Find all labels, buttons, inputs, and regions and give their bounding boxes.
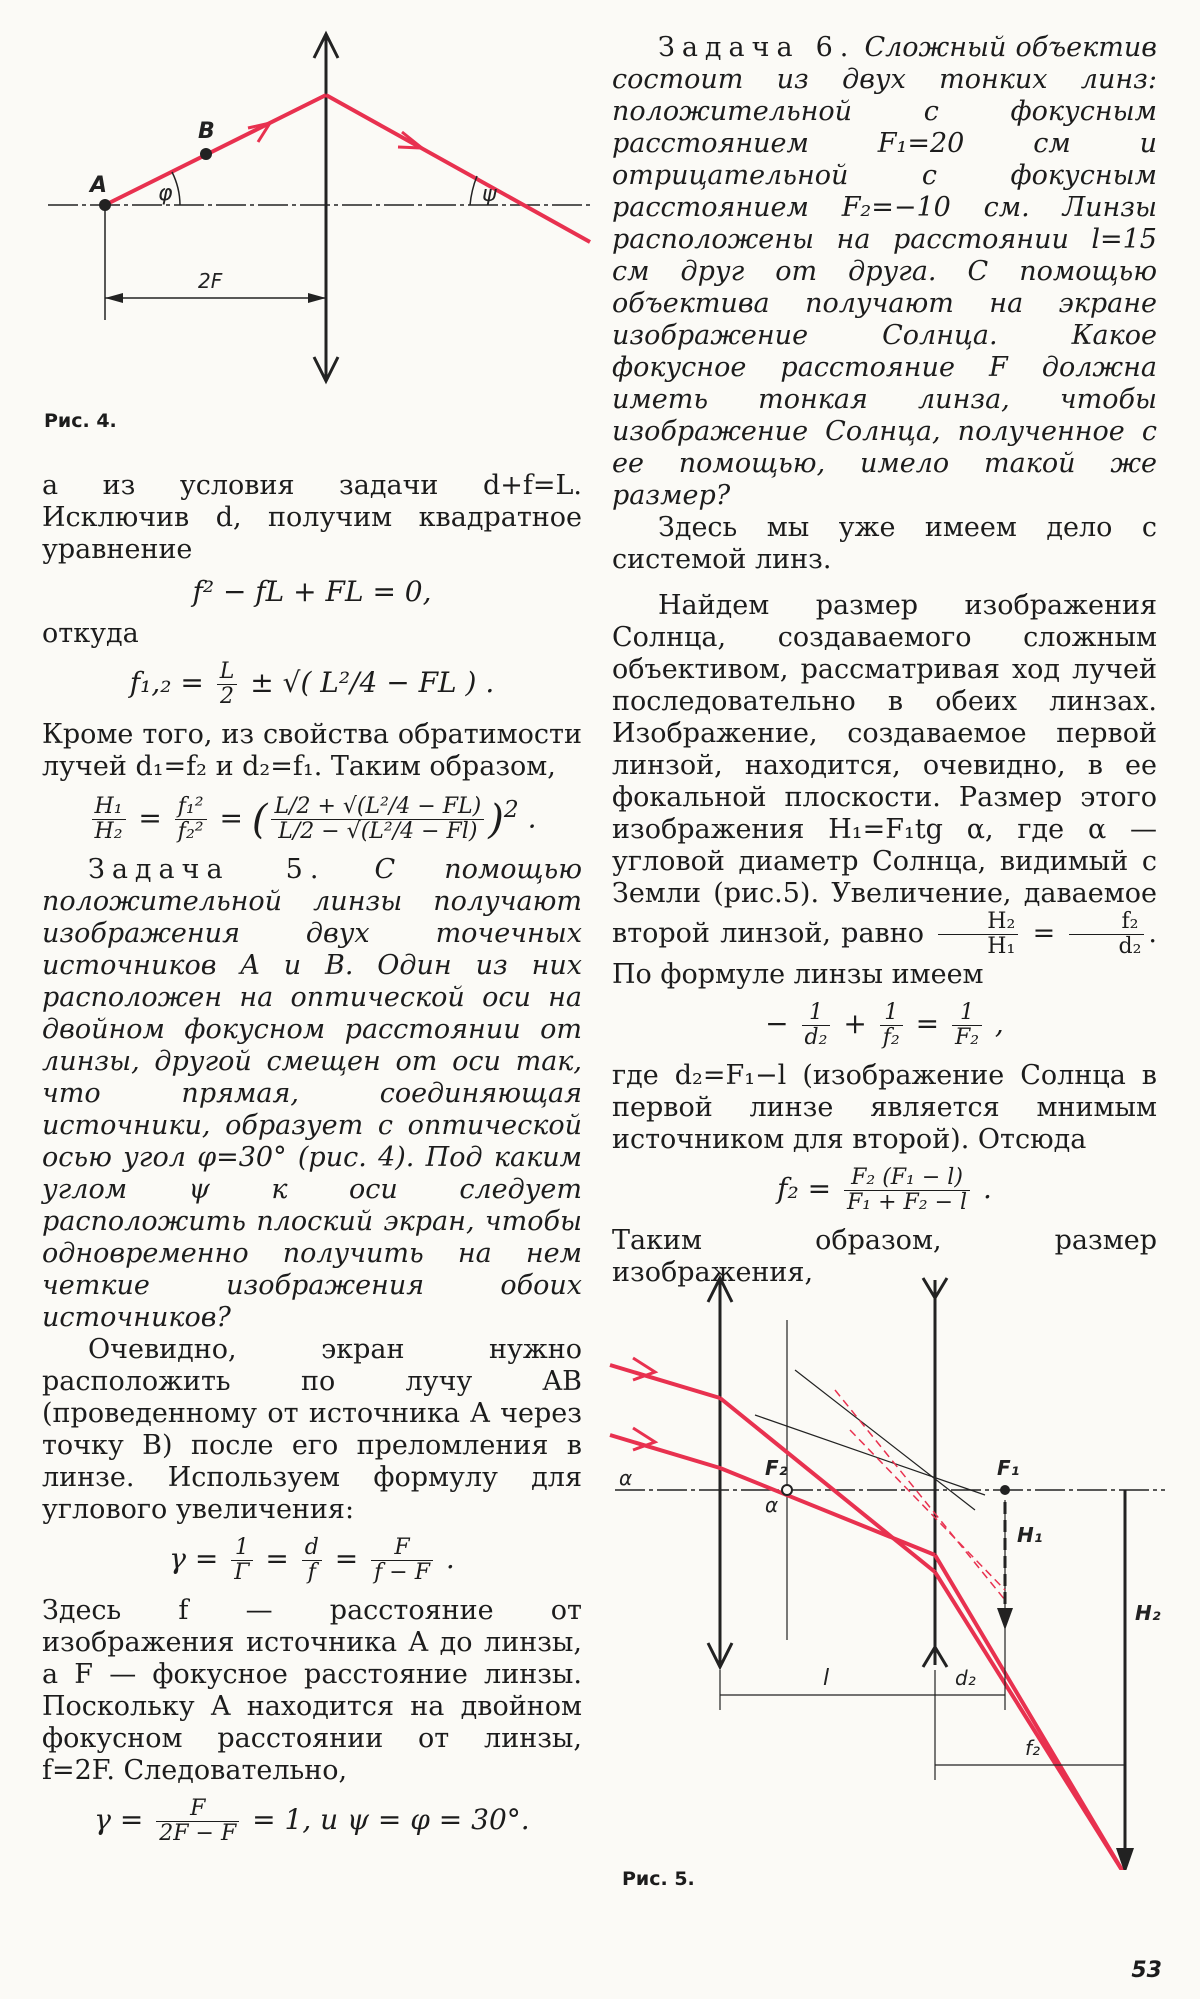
ray-arrow-2 (398, 132, 422, 148)
h1-arrowhead (997, 1608, 1013, 1630)
right-column (612, 32, 1157, 1289)
label-alpha-2: α (765, 1493, 779, 1517)
angle-psi-arc (470, 176, 477, 205)
conclusion-text: Таким образом, размер изображения, (612, 1225, 1157, 1288)
here-text: Здесь f — расстояние от изображения источника A до линзы, а F — фокусное расстояние линзы. Поскольку A находится на двойном фокусном расстоянии от линзы, f=2F. Следовательно, (42, 1595, 582, 1787)
focus-f1 (1000, 1485, 1010, 1495)
ray-dashed-1 (835, 1390, 1005, 1600)
label-alpha-1: α (619, 1466, 633, 1490)
label-l: l (823, 1666, 830, 1691)
intro-text: а из условия задачи d+f=L. Исключив d, получим квадратное уравнение (42, 470, 582, 565)
equation-lens: − $\frac{1}{\text{d₂}}$ + $\frac{1}{\text{f₂}}$ = $\frac{1}{\text{F₂}}$ , (765, 1000, 1004, 1050)
solution-text: Очевидно, экран нужно расположить по лучу AB (проведенному от источника A через точку B) после его преломления в линзе. Используем формулу для углового увеличения: (42, 1334, 582, 1526)
ray-lower-mid (720, 1468, 935, 1555)
equation-f2: f₂ = $\frac{\text{F₂ (F₁ − l)}}{\text{F₁ + F₂ − l}}$ . (777, 1165, 992, 1215)
label-d2: d₂ (955, 1666, 976, 1690)
figure-5 (605, 1270, 1175, 1870)
equation-gamma: γ = $\frac{1}{\Gamma}$ = $\frac{d}{f}$ = $\frac{F}{f - F}$ . (169, 1535, 455, 1586)
label-f2-dist: f₂ (1025, 1736, 1041, 1760)
focus-f2 (782, 1485, 792, 1495)
task5-heading: Задача 5. (88, 854, 326, 886)
label-a: A (90, 173, 108, 198)
ray-ab (105, 95, 326, 205)
virtual-source-text: где d₂=F₁−l (изображение Солнца в первой линзе является мнимым источником для второй). Отсюда (612, 1060, 1157, 1155)
equation-result: γ = $\frac{F}{2F - F}$ = 1, и ψ = φ = 30°. (94, 1796, 530, 1847)
left-column (42, 470, 582, 1856)
dim-arrow-right (308, 293, 326, 303)
label-phi: φ (158, 181, 173, 206)
ray-upper-in (610, 1365, 720, 1398)
label-h1: H₁ (1017, 1523, 1043, 1547)
system-text: Здесь мы уже имеем дело с системой линз. (612, 512, 1157, 575)
label-psi: ψ (482, 182, 497, 207)
ray-lower-out (935, 1555, 1125, 1870)
construction-2 (795, 1370, 975, 1510)
page-number: 53 (1131, 1958, 1162, 1983)
label-h2: H₂ (1135, 1601, 1161, 1625)
image-size-text: Найдем размер изображения Солнца, создаваемого сложным объективом, рассматривая ход лучей последовательно в обеих линзах. Изображение, создаваемое первой линзой, находится, очевидно, в ее фокальной плоскости. Размер этого изображения H₁=F₁tg α, где α — угловой диаметр Солнца, видимый с Земли (рис.5). Увеличение, даваемое второй линзой, равно $\frac{\text{H₂}}{\text{H₁}}$ = $\frac{\text{f₂}}{\text{d₂}}$ . По формуле линзы имеем (612, 590, 1157, 990)
label-f2: F₂ (765, 1456, 788, 1480)
equation-roots: f₁,₂ = $\frac{L}{2}$ ± √( L²/4 − FL ) . (129, 659, 495, 709)
equation-ratio: $\frac{\text{H₁}}{\text{H₂}}$ = $\frac{\text{f₁²}}{\text{f₂²}}$ = ( $\frac{\text{L/2 + √(L²/4 − FL)}}{\text{L/2 − √(L²/4 − Fl)}}$ )$^2$ . (42, 793, 582, 844)
figure-4-caption: Рис. 4. (44, 410, 117, 432)
label-2f: 2F (198, 269, 223, 293)
figure-5-caption: Рис. 5. (622, 1868, 695, 1890)
whence-text: откуда (42, 618, 139, 649)
task5-text: Задача 5. С помощью положительной линзы получают изображения двух точечных источников A и B. Один из них расположен на оптической оси на двойном фокусном расстоянии от линзы, другой смещен от оси так, что прямая, соединяющая источники, образует с оптической осью угол φ=30° (рис. 4). Под каким углом ψ к оси следует расположить плоский экран, чтобы одновременно получить на нем четкие изображения обоих источников? (42, 854, 582, 1334)
task6-heading: Задача 6. (658, 32, 856, 63)
label-f1: F₁ (997, 1456, 1020, 1480)
ray-upper-mid (720, 1398, 935, 1572)
task6-text: Задача 6. Сложный объектив состоит из двух тонких линз: положительной с фокусным расстоянием F₁=20 см и отрицательной с фокусным расстоянием F₂=−10 см. Линзы расположены на расстоянии l=15 см друг от друга. С помощью объектива получают на экране изображение Солнца. Какое фокусное расстояние F должна иметь тонкая линза, чтобы изображение Солнца, полученное с ее помощью, имело такой же размер? (612, 32, 1157, 511)
reversibility-text: Кроме того, из свойства обратимости лучей d₁=f₂ и d₂=f₁. Таким образом, (42, 719, 582, 782)
dim-arrow-left (105, 293, 123, 303)
ray-lower-in (610, 1435, 720, 1468)
point-b (200, 148, 212, 160)
label-b: B (198, 119, 215, 144)
ray-refracted (326, 95, 590, 242)
angle-phi-arc (172, 172, 180, 205)
equation-quadratic: f² − fL + FL = 0, (192, 575, 432, 608)
figure-4 (30, 20, 600, 420)
